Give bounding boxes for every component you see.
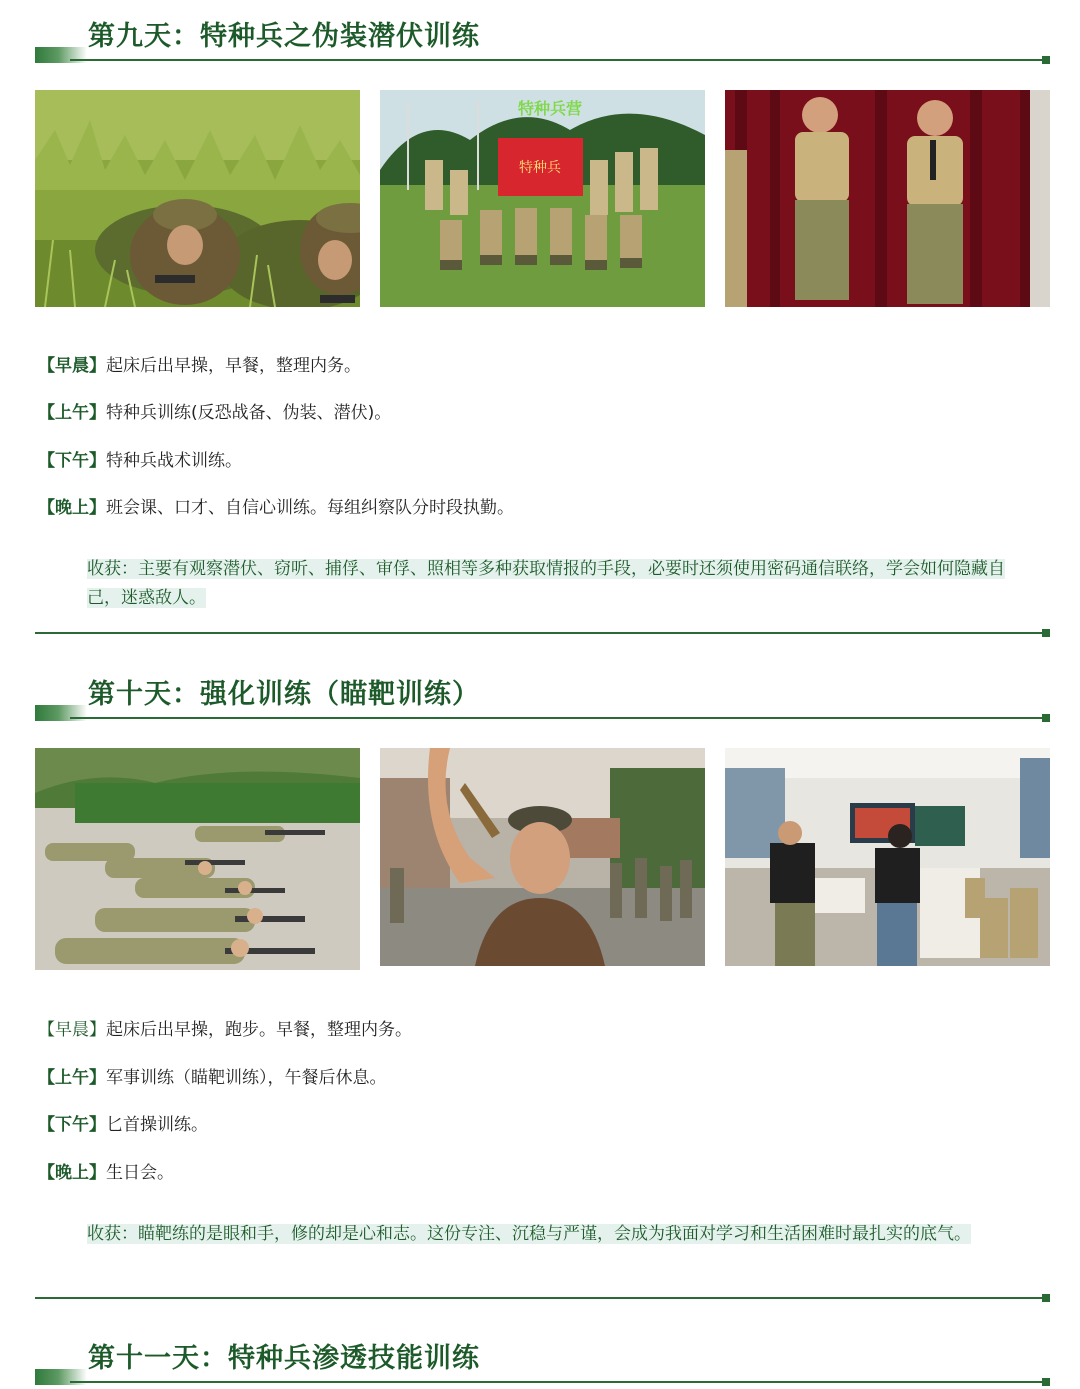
photo-classroom-party [725, 748, 1050, 966]
schedule-item-forenoon: 【上午】军事训练（瞄靶训练），午餐后休息。 [38, 1068, 387, 1088]
divider-endcap [1042, 1294, 1050, 1302]
photo-group-banner [380, 90, 705, 307]
schedule-item-evening: 【晚上】班会课、口才、自信心训练。每组纠察队分时段执勤。 [38, 498, 514, 518]
day11-title: 第十一天：特种兵渗透技能训练 [88, 1343, 480, 1374]
photo-overlay-text: 特种兵营 [517, 99, 583, 118]
schedule-item-morning: 【早晨】起床后出早操，早餐，整理内务。 [38, 356, 361, 376]
schedule-item-afternoon: 【下午】特种兵战术训练。 [38, 451, 242, 471]
schedule-item-afternoon: 【下午】匕首操训练。 [38, 1115, 208, 1135]
title-underline [70, 59, 1046, 61]
title-line-endcap [1042, 56, 1050, 64]
day10-title: 第十天：强化训练（瞄靶训练） [88, 679, 480, 710]
schedule-item-forenoon: 【上午】特种兵训练(反恐战备、伪装、潜伏)。 [38, 403, 392, 423]
section-divider [35, 632, 1046, 634]
title-underline [70, 1381, 1046, 1383]
schedule-item-evening: 【晚上】生日会。 [38, 1163, 174, 1183]
banner-caption: 特种兵 [519, 160, 561, 176]
day9-title: 第九天：特种兵之伪装潜伏训练 [88, 21, 480, 52]
schedule-item-morning: 【早晨】起床后出早操，跑步。早餐，整理内务。 [38, 1020, 412, 1040]
title-underline [70, 717, 1046, 719]
divider-endcap [1042, 629, 1050, 637]
title-line-endcap [1042, 714, 1050, 722]
harvest-note: 收获：主要有观察潜伏、窃听、捕俘、审俘、照相等多种获取情报的手段，必要时还须使用密码通信联络，学会如何隐藏自己，迷惑敌人。 [87, 559, 1005, 608]
photo-dagger-drill [380, 748, 705, 966]
photo-stage-speech [725, 90, 1050, 307]
title-line-endcap [1042, 1378, 1050, 1386]
section-divider [35, 1297, 1046, 1299]
photo-camouflage-kids [35, 90, 360, 307]
photo-aiming-practice [35, 748, 360, 970]
harvest-note: 收获：瞄靶练的是眼和手，修的却是心和志。这份专注、沉稳与严谨，会成为我面对学习和生活困难时最扎实的底气。 [87, 1224, 971, 1244]
